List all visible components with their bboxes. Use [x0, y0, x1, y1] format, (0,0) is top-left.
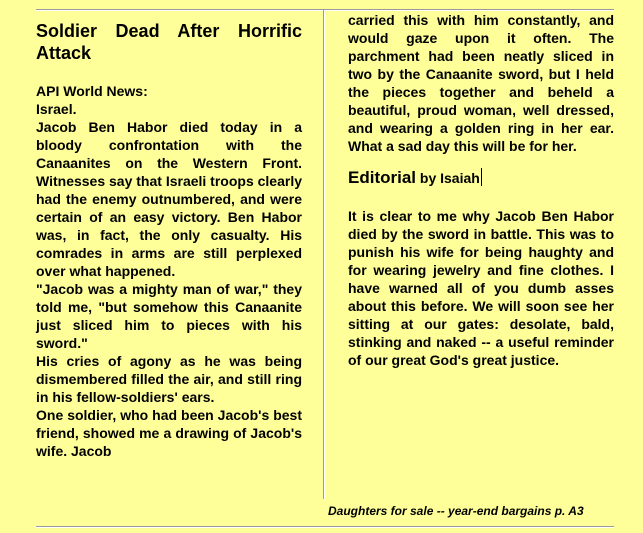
- column-divider: [323, 10, 325, 499]
- bottom-rule: [36, 526, 614, 528]
- editorial-title: Editorial: [348, 168, 417, 187]
- editorial-body: It is clear to me why Jacob Ben Habor died by the sword in battle. This was to punish his wife for being haughty and for wearing jewelry and fine clothes. I have warned all of you dumb asses about this before. We will soon see her sitting at our gates: desolate, bald, stinking and naked -- a useful reminder of our great God's great justice.: [348, 208, 614, 368]
- article-paragraph: One soldier, who had been Jacob's best friend, showed me a drawing of Jacob's wife. Jacob: [36, 407, 302, 459]
- right-column: [348, 11, 614, 369]
- article-headline: Soldier Dead After Horrific Attack: [36, 21, 302, 63]
- editorial-heading: [348, 167, 614, 189]
- article-paragraph: His cries of agony as he was being dismembered filled the air, and still ring in his fellow-soldiers' ears.: [36, 353, 302, 405]
- article-dateline-source: API World News:: [36, 83, 148, 99]
- editorial-byline: by Isaiah: [419, 170, 480, 186]
- article-continuation: carried this with him constantly, and would gaze upon it often. The parchment had been neatly sliced in two by the Canaanite sword, but I held the pieces together and beheld a beautiful, proud woman, well dressed, and wearing a golden ring in her ear. What a sad day this will be for her.: [348, 12, 614, 154]
- article-paragraph: Jacob Ben Habor died today in a bloody confrontation with the Canaanites on the Western Front. Witnesses say that Israeli troops clearly had the enemy outnumbered, and were certain of an easy victory. Ben Habor was, in fact, the only casualty. His comrades in arms are still perplexed over what happened.: [36, 119, 302, 279]
- article-paragraph: "Jacob was a mighty man of war," they told me, "but somehow this Canaanite just sliced him to pieces with his sword.": [36, 281, 302, 351]
- text-cursor: [481, 168, 482, 186]
- footer-note[interactable]: Daughters for sale -- year-end bargains p. A3: [328, 504, 584, 518]
- article-dateline-place: Israel.: [36, 101, 77, 117]
- left-column: [36, 20, 302, 460]
